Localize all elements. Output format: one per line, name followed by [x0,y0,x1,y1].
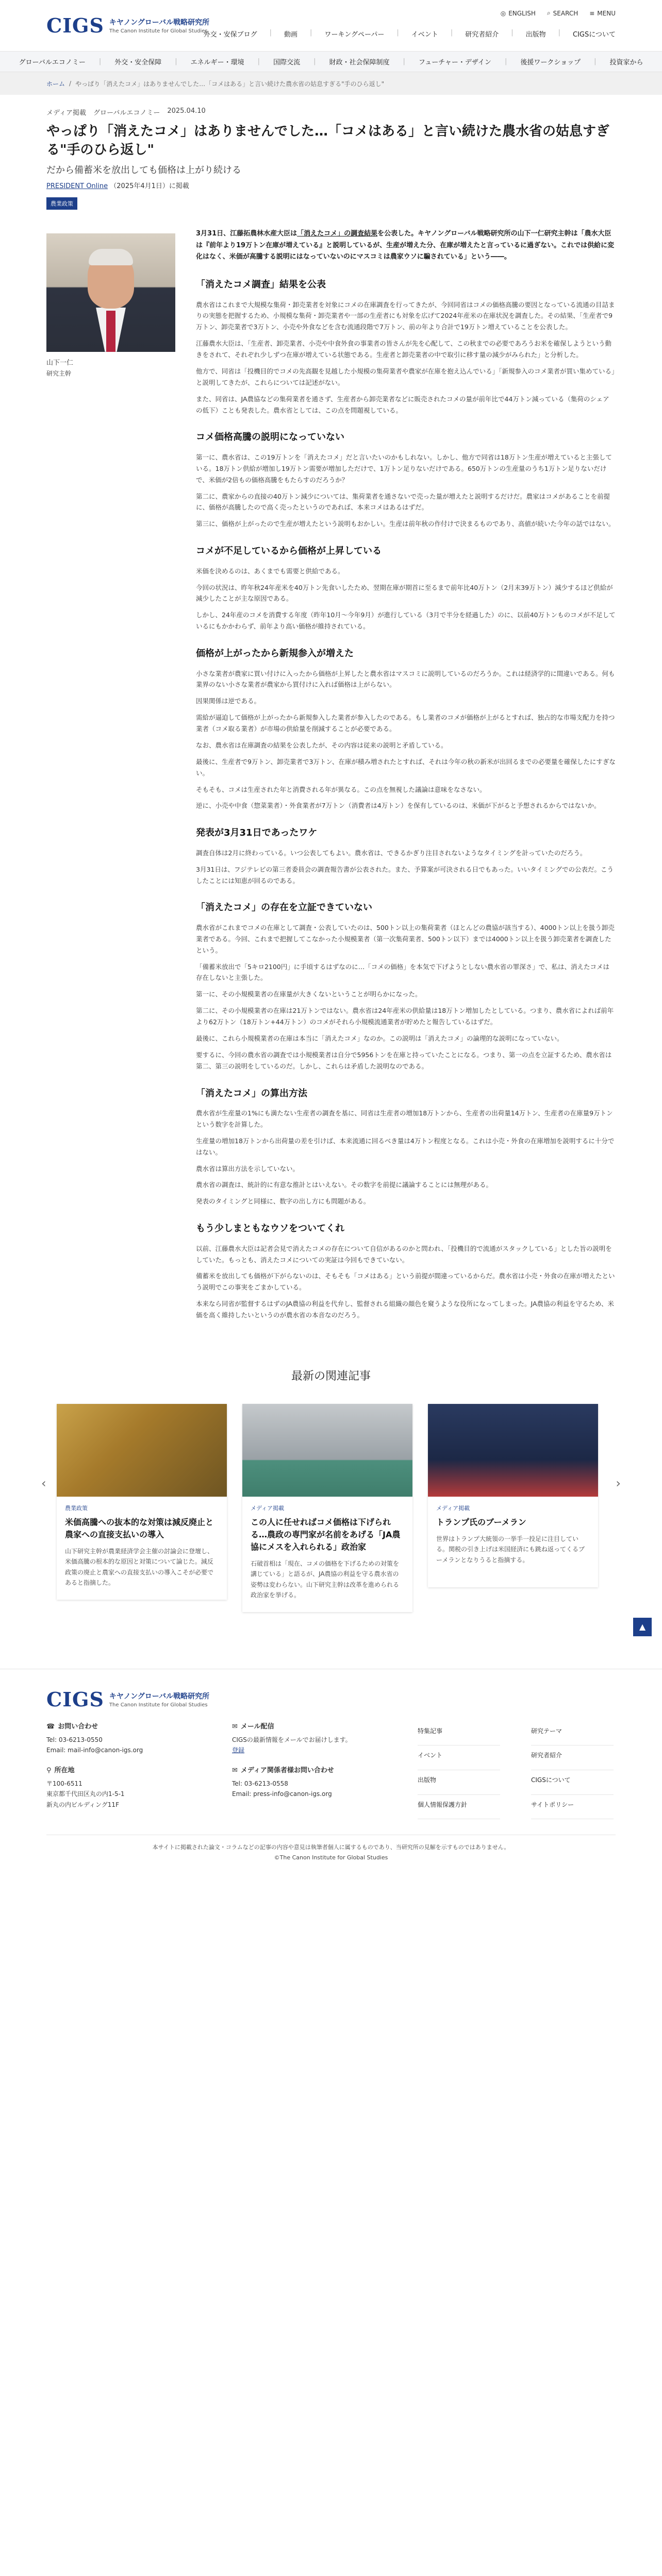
menu-icon: ≡ [589,9,595,17]
utility-bar [501,9,616,17]
paragraph: 米価を決めるのは、あくまでも需要と供給である。 [196,567,344,575]
paragraph: 備蓄米を放出しても価格が下がらないのは、そもそも「コメはある」という前提が間違っているからだ。農水省は小売・外食の在庫が増えたという説明でこの事実をごまかしている。 [196,1272,615,1292]
author-box [46,228,175,1326]
paragraph: 農水省はこれまで大規模な集荷・卸売業者を対象にコメの在庫調査を行ってきたが、今回同省はコメの価格高騰の要因となっている流通の目詰まりの実態を把握するため、小規模な集荷・卸売業者や一部の生産者にも対象を広げて2024年産米の在庫状況を調査した。その結果、「生産者で9万トン、卸売業者で3万トン、小売や外食などを含む流通段階で7万トン、前の年より合計で19万トン増えていることを公表した。 [196,300,615,331]
article-content [0,210,662,1326]
related-card-image [428,1404,598,1497]
contact-tel: Tel: 03-6213-0550 [46,1736,103,1743]
paragraph: 発表のタイミングと同様に、数字の出し方にも問題がある。 [196,1197,370,1206]
section-heading: 「消えたコメ調査」結果を公表 [196,279,326,291]
subnav-fiscal[interactable]: 財政・社会保障制度 [329,59,390,66]
paragraph: 逆に、小売や中食（惣菜業者）・外食業者が7万トン（消費者は4万トン）を保有しているのは、米価が下がると予想されるからではないか。 [196,802,601,810]
paragraph: 3月31日は、フジテレビの第三者委員会の調査報告書が公表された。また、予算案が可決される日でもあった。いいタイミングでの公表だ。こうしたことには知恵が回るのである。 [196,865,614,885]
paragraph: 調査自体は2月に終わっている。いつ公表してもよい。農水省は、できるかぎり注目されないようなタイミングを計っていたのだろう。 [196,849,587,857]
paragraph: 第三に、価格が上がったので生産が増えたという説明もおかしい。生産は前年秋の作付けで決まるものであり、高値が続いた今年の話ではない。 [196,520,615,528]
subnav-future-design[interactable]: フューチャー・デザイン [418,59,491,66]
section-heading: 価格が上がったから新規参入が増えた [196,648,354,659]
card-title[interactable]: トランプ氏のブーメラン [436,1517,526,1527]
related-heading: 最新の関連記事 [291,1369,371,1383]
breadcrumb [0,72,662,95]
location-icon: ⚲ [46,1766,52,1774]
section-heading: コメが不足しているから価格が上昇している [196,546,382,557]
paragraph: また、同省は、JA農協などの集荷業者を通さず、生産者から卸売業者などに販売されたコメの量が前年比で44万トン減っている（集荷のシェアの低下）ことも発表した。農水省としては、この点を問題視している。 [196,395,609,414]
footer-link[interactable]: 研究テーマ [531,1721,614,1746]
related-card[interactable] [242,1404,412,1612]
paragraph: 農水省がこれまでコメの在庫として調査・公表していたのは、500トン以上の集荷業者（ほとんどの農協が該当する）、4000トン以上を扱う卸売業者である。今回、これまで把握してこなかった小規模業者（第一次集荷業者、500トン以下）までは4000トン以上を扱う卸売業者を調査したという。 [196,923,615,954]
subnav-workshop[interactable]: 後援ワークショップ [520,59,581,66]
meta-date: 2025.04.10 [167,107,206,115]
article-header [0,95,662,210]
nav-video[interactable]: 動画 [284,31,298,39]
author-photo [46,233,175,352]
mail-text: CIGSの最新情報をメールでお届けします。 [232,1736,352,1743]
paragraph: 最後に、これら小規模業者の在庫は本当に「消えたコメ」なのか。この説明は「消えたコメ」の論理的な説明になっていない。 [196,1034,564,1042]
paragraph: 江藤農水大臣は、「生産者、卸売業者、小売や中食外食の事業者の皆さんが先を心配して、この秋までの必要であろうお米を確保しようという動きをされて、それぞれ少しずつ在庫が増えている状態である。生産者と卸売業者の中で取引に移す量の減少がみられた」と分析した。 [196,340,612,359]
media-heading: メディア関係者様お問い合わせ [240,1766,334,1774]
footer-logo[interactable]: CIGS キヤノングローバル戦略研究所 The Canon Institute for Global Studies [46,1687,210,1711]
logo-mark: CIGS [46,14,104,37]
subnav-energy[interactable]: エネルギー・環境 [190,59,244,66]
article-subtitle: だから備蓄米を放出しても価格は上がり続ける [46,164,241,176]
paragraph: 因果関係は逆である。 [196,697,261,705]
paragraph: 需給が逼迫して価格が上がったから新規参入した業者が参入したのである。もし業者のコメが価格が上がるとすれば、独占的な市場支配力を持つ業者（コメ取る業者）が市場の供給量を削減することが必要である。 [196,714,615,733]
phone-icon: ☎ [46,1722,55,1731]
paragraph: 今回の状況は、昨年秋24年産米を40万トン先食いしたため、翌期在庫が期首に至るまで前年比40万トン（2月末39万トン）減少するほど供給が減少したことが主な原因である。 [196,583,613,603]
contact-heading: お問い合わせ [58,1722,98,1731]
article-meta [46,107,616,117]
main-nav: 外交・安保ブログ | 動画 | ワーキングペーパー | イベント | 研究者紹介 | 出版物 | CIGSについて [203,29,616,39]
paragraph: そもそも、コメは生産された年と消費される年が異なる。この点を無視した議論は意味をなさない。 [196,785,486,793]
contact-email[interactable]: Email: mail-info@canon-igs.org [46,1747,143,1754]
card-excerpt: 石破首相は「現在、コメの価格を下げるための対策を講じている」と語るが、JA農協の利益を守る農水省の姿勢は変わらない。山下研究主幹は改革を進められる政治家を挙げる。 [251,1560,400,1599]
paragraph: しかし、24年産のコメを消費する年度（昨年10月～今年9月）が進行している（3月で半分を経過した）のに、以前40万トンものコメが不足しているにもかかわらず、前年より高い価格が維持されている。 [196,611,616,631]
section-heading: 「消えたコメ」の存在を立証できていない [196,902,372,913]
page-title: やっぱり「消えたコメ」はありませんでした…「コメはある」と言い続けた農水省の姑息すぎる"手のひら返し" [46,124,610,158]
source-date: （2025年4月1日）に掲載 [110,182,189,190]
meta-category[interactable]: グローバルエコノミー [93,109,160,117]
paragraph: 最後に、生産者で9万トン、卸売業者で3万トン、在庫が積み増されたとすれば、それは今年の秋の新米が出回るまでの必要量を確保したにすぎない。 [196,757,616,777]
footer-link[interactable]: CIGSについて [531,1770,614,1795]
paragraph: 農水省は算出方法を示していない。 [196,1164,300,1173]
address-line: 東京都千代田区丸の内1-5-1 [46,1790,125,1798]
globe-icon: ◎ [500,9,506,17]
subnav-international[interactable]: 国際交流 [273,59,301,66]
paragraph: 第一に、農水省は、この19万トンを「消えたコメ」だと言いたいのかもしれない。しかし、他方で同省は18万トン生産が増えていると主張している。18万トン供給が増加し19万トン需要が増加しただけで、1万トン足りないだけである。650万トンの生産量のうち1万トン足りないだけで、米価が2倍もの価格高騰をもたらすのだろうか？ [196,453,612,484]
paragraph: なお、農水省は在庫調査の結果を公表したが、その内容は従来の説明と矛盾している。 [196,741,448,749]
nav-diplomacy-blog[interactable]: 外交・安保ブログ [203,31,257,39]
topic-tag[interactable]: 農業政策 [46,197,77,210]
card-excerpt: 山下研究主幹が農業経済学会主催の討論会に登壇し、米価高騰の根本的な原因と対策について論じた。減反政策の廃止と農家への直接支払いの導入こそが必要であると指摘した。 [65,1547,214,1587]
related-articles [0,1367,662,1612]
paragraph: 第二に、農家からの直接の40万トン減少については、集荷業者を通さないで売った量が増えたと説明するだけだ。農家はコメがあることを前提に、価格が高騰したので高く売ったというのであれば、本来コメはあるはずだ。 [196,492,610,512]
paragraph: 以前、江藤農水大臣は記者会見で消えたコメの存在について自信があるのかと問われ、「投機目的で流通がスタックしている」とした旨の説明をしていた。もっとも、消えたコメについての実証は今回もできていない。 [196,1244,612,1264]
nav-publications[interactable]: 出版物 [525,31,546,39]
disclaimer: 本サイトに掲載された論文・コラムなどの記事の内容や意見は執筆者個人に属するものであり、当研究所の見解を示すものではありません。 [152,1844,510,1851]
subnav-security[interactable]: 外交・安全保障 [114,59,162,66]
footer-link[interactable]: 出版物 [418,1770,500,1795]
card-category: メディア掲載 [436,1504,470,1512]
paragraph: 生産量の増加18万トンから出荷量の差を引けば、本来流通に回るべき量は4万トン程度となる。これは小売・外食の在庫増加を説明するに十分ではない。 [196,1137,615,1156]
card-title[interactable]: この人に任せればコメ価格は下げられる…農政の専門家が名前をあげる「JA農協にメスを入れられる」政治家 [251,1517,401,1552]
footer-link[interactable]: サイトポリシー [531,1795,614,1820]
section-heading: 発表が3月31日であったワケ [196,827,318,839]
sub-nav: グローバルエコノミー | 外交・安全保障 | エネルギー・環境 | 国際交流 | 財政・社会保障制度 | フューチャー・デザイン | 後援ワークショップ | 投資家から [0,52,662,72]
article-body [196,228,616,1326]
subnav-investors[interactable]: 投資家から [609,59,643,66]
breadcrumb-current: やっぱり「消えたコメ」はありませんでした…「コメはある」と言い続けた農水省の姑息すぎる"手のひら返し" [75,80,385,88]
paragraph: 要するに、今回の農水省の調査では小規模業者は自分で5956トンを在庫と持っていたことになる。つまり、第一の点を立証するため、農水省は第二、第三の説明をしているのだ。しかし、これらは矛盾した説明なのである。 [196,1050,612,1070]
section-heading: 「消えたコメ」の算出方法 [196,1088,307,1099]
author-name[interactable]: 山下一仁 [46,359,74,367]
breadcrumb-separator: / [69,80,72,87]
author-role: 研究主幹 [46,369,72,377]
related-card[interactable] [57,1404,227,1600]
carousel-next-icon[interactable]: › [616,1476,621,1490]
search-link[interactable]: ⌕ SEARCH [547,9,578,17]
nav-researchers[interactable]: 研究者紹介 [465,31,499,39]
paragraph: 「備蓄米放出で「5キロ2100円」に手頃するはずなのに…「コメの価格」を本気で下げようとしない農水省の罪深さ」で、私は、消えたコメは存在しないと主張した。 [196,962,610,982]
paragraph: 農水省が生産量の1%にも満たない生産者の調査を基に、同省は生産者の増加18万トンから、生産者の出荷量14万トン、生産者の在庫量9万トンという数字を計算した。 [196,1109,613,1128]
copyright [46,1835,616,1873]
paragraph: 他方で、同省は「投機目的でコメの先高観を見越した小規模の集荷業者や農家が在庫を抱え込んでいる」「新規参入のコメ業者が買い集めている」と説明してきたが、これらについては記述がない。 [196,367,615,386]
meta-type: メディア掲載 [46,109,86,117]
section-heading: コメ価格高騰の説明になっていない [196,432,344,443]
mail-icon: ✉ [232,1722,238,1731]
footer-link[interactable]: 研究者紹介 [531,1745,614,1770]
address-line: 新丸の内ビルディング11F [46,1801,119,1808]
address-line: 〒100-6511 [46,1780,82,1787]
article-lead: 3月31日、江藤拓農林水産大臣は「消えたコメ」の調査結果を公表した。キヤノングローバル戦略研究所の山下一仁研究主幹は「農水大臣は『前年より19万トン在庫が増えている』と説明しているが、生産が増えた分、在庫が増えたと言っているに過ぎない。これでは供給に変化はなく、米価が高騰する説明にはなっていないのにマスコミは農家ウソに騙されている」という――。 [196,229,615,261]
carousel-prev-icon[interactable]: ‹ [41,1476,46,1490]
nav-about[interactable]: CIGSについて [573,31,616,39]
section-heading: もう少しまともなウソをついてくれ [196,1223,344,1234]
site-header [0,0,662,52]
nav-events[interactable]: イベント [411,31,438,39]
copyright-text: ©The Canon Institute for Global Studies [274,1854,388,1861]
logo-english-name: The Canon Institute for Global Studies [109,28,208,34]
paragraph: 第二に、その小規模業者の在庫は21万トンではない。農水省は24年産米の供給量は18万トン増加したとしている。つまり、農水省によれば前年より62万トン（18万トン+44万トン）のコメがそれら小規模流通業者が貯めたと報告しているはずだ。 [196,1007,614,1026]
mail-register-link[interactable]: 登録 [232,1747,245,1754]
card-excerpt: 世界はトランプ大統領の一挙手一投足に注目している。関税の引き上げは米国経済にも跳ね返ってくるブーメランとなりうると指摘する。 [436,1535,585,1564]
site-footer [0,1622,662,1873]
card-category: メディア掲載 [251,1504,285,1512]
media-email[interactable]: Email: press-info@canon-igs.org [232,1790,332,1798]
nav-working-paper[interactable]: ワーキングペーパー [324,31,385,39]
press-icon: ✉ [232,1766,238,1774]
mail-heading: メール配信 [240,1722,274,1731]
logo-japanese-name: キヤノングローバル戦略研究所 [109,19,210,27]
back-to-top-icon[interactable]: ▲ [633,1618,652,1636]
source-publication-link[interactable]: PRESIDENT Online [46,182,108,190]
related-card-image [57,1404,227,1497]
card-title[interactable]: 米価高騰への抜本的な対策は減反廃止と農家への直接支払いの導入 [65,1517,214,1539]
lead-link[interactable]: 「消えたコメ」の調査結果 [297,229,378,238]
footer-links [418,1721,614,1819]
site-logo[interactable] [46,14,209,37]
breadcrumb-home[interactable]: ホーム [46,80,65,88]
paragraph: 第一に、その小規模業者の在庫量が大きくないということが明らかになった。 [196,990,422,998]
paragraph: 農水省の調査は、統計的に有意な推計とはいえない。その数字を前提に議論することには無理がある。 [196,1181,493,1189]
menu-link[interactable]: ≡ MENU [589,9,616,17]
english-link[interactable]: ◎ ENGLISH [500,9,536,17]
related-card[interactable] [428,1404,598,1587]
footer-link[interactable]: 個人情報保護方針 [418,1795,500,1820]
subnav-global-economy[interactable]: グローバルエコノミー [19,59,86,66]
paragraph: 本来なら同省が監督するはずのJA農協の利益を代弁し、監督される組織の顔色を窺うような役所になってしまった。JA農協の利益を守るため、米価を高く維持したいというのが農水省の本音なのだろう。 [196,1300,615,1319]
search-icon: ⌕ [547,9,551,16]
article-sections [196,277,616,1321]
media-tel: Tel: 03-6213-0558 [232,1780,288,1787]
footer-link[interactable]: 特集記事 [418,1721,500,1746]
card-category: 農業政策 [65,1504,88,1512]
footer-link[interactable]: イベント [418,1745,500,1770]
article-source [46,180,616,190]
address-heading: 所在地 [54,1766,75,1774]
paragraph: 小さな業者が農家に買い付けに入ったから価格が上昇したと農水省はマスコミに説明しているのだろうか。これは経済学的に間違いである。何も業界のない小さな業者が農家から買付けに入れば価格は上がらない。 [196,669,615,689]
related-card-image [242,1404,412,1497]
